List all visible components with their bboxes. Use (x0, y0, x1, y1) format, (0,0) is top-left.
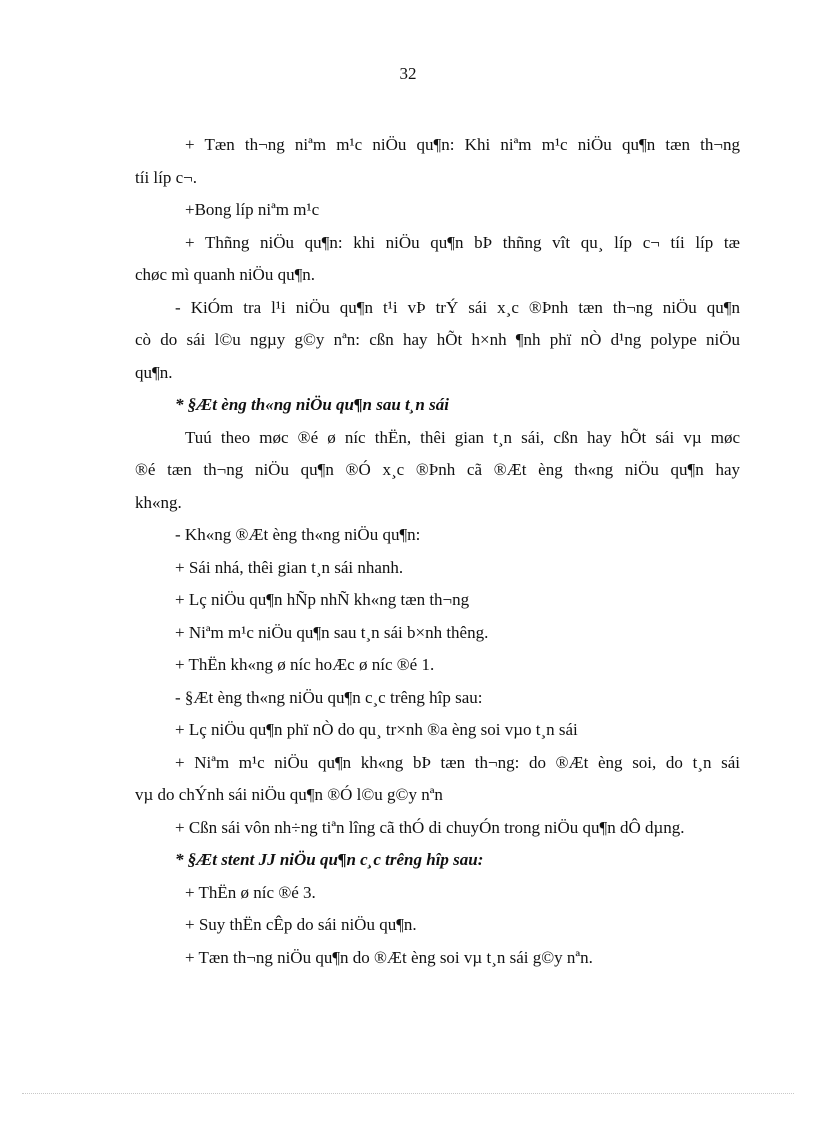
paragraph-line: tíi líp c¬. (135, 167, 197, 187)
paragraph-line: cò do sái l©u ngµy g©y nªn: cßn hay hÕt h×nh ¶nh phï nÒ d¹ng polype niÖu (135, 330, 740, 349)
section-heading: * §Æt èng th«ng niÖu qu¶n sau t¸n sái (175, 395, 449, 414)
list-item: - Kh«ng ®Æt èng th«ng niÖu qu¶n: (175, 525, 421, 544)
paragraph-line: +Bong líp niªm m¹c (185, 200, 320, 219)
section-heading: * §Æt stent JJ niÖu qu¶n c¸c trêng hîp sau: (175, 850, 484, 869)
footer-divider (22, 1093, 794, 1094)
paragraph-line: qu¶n. (135, 362, 173, 382)
paragraph-line: + Thñng niÖu qu¶n: khi niÖu qu¶n bÞ thñng vît qu¸ líp c¬ tíi líp tæ (185, 232, 740, 252)
list-item: + ThËn kh«ng ø níc hoÆc ø níc ®é 1. (175, 655, 435, 674)
paragraph-line: ®é tæn th¬ng niÖu qu¶n ®Ó x¸c ®Þnh cã ®Æt èng th«ng niÖu qu¶n hay (135, 460, 740, 479)
paragraph-line: + Tæn th¬ng niªm m¹c niÖu qu¶n: Khi niªm m¹c niÖu qu¶n tæn th¬ng (185, 135, 740, 154)
page-number: 32 (399, 64, 417, 83)
list-item: + Lç niÖu qu¶n hÑp nhÑ kh«ng tæn th¬ng (175, 590, 470, 609)
list-item: + Niªm m¹c niÖu qu¶n sau t¸n sái b×nh thêng. (175, 622, 489, 642)
paragraph-line: - KiÓm tra l¹i niÖu qu¶n t¹i vÞ trÝ sái x¸c ®Þnh tæn th¬ng niÖu qu¶n (175, 297, 740, 317)
list-item: + Suy thËn cÊp do sái niÖu qu¶n. (185, 915, 417, 934)
paragraph-line: chøc mì quanh niÖu qu¶n. (135, 265, 316, 284)
list-item: + Cßn sái vôn nh÷ng tiªn lîng cã thÓ di chuyÓn trong niÖu qu¶n dÔ dµng. (175, 817, 685, 837)
list-item: + Sái nhá, thêi gian t¸n sái nhanh. (175, 557, 404, 577)
paragraph-line: Tuú theo møc ®é ø níc thËn, thêi gian t¸n sái, cßn hay hÕt sái vµ møc (185, 427, 740, 447)
paragraph-line: kh«ng. (135, 492, 182, 512)
list-item: + ThËn ø níc ®é 3. (185, 882, 316, 902)
body-text (135, 129, 740, 974)
list-item: + Tæn th¬ng niÖu qu¶n do ®Æt èng soi vµ t¸n sái g©y nªn. (185, 947, 593, 967)
list-item: + Lç niÖu qu¶n phï nÒ do qu¸ tr×nh ®a èng soi vµo t¸n sái (175, 720, 578, 739)
list-item: - §Æt èng th«ng niÖu qu¶n c¸c trêng hîp sau: (175, 687, 483, 707)
list-item: + Niªm m¹c niÖu qu¶n kh«ng bÞ tæn th¬ng: do ®Æt èng soi, do t¸n sái (175, 752, 740, 772)
paragraph-line: vµ do chÝnh sái niÖu qu¶n ®Ó l©u g©y nªn (135, 785, 443, 804)
